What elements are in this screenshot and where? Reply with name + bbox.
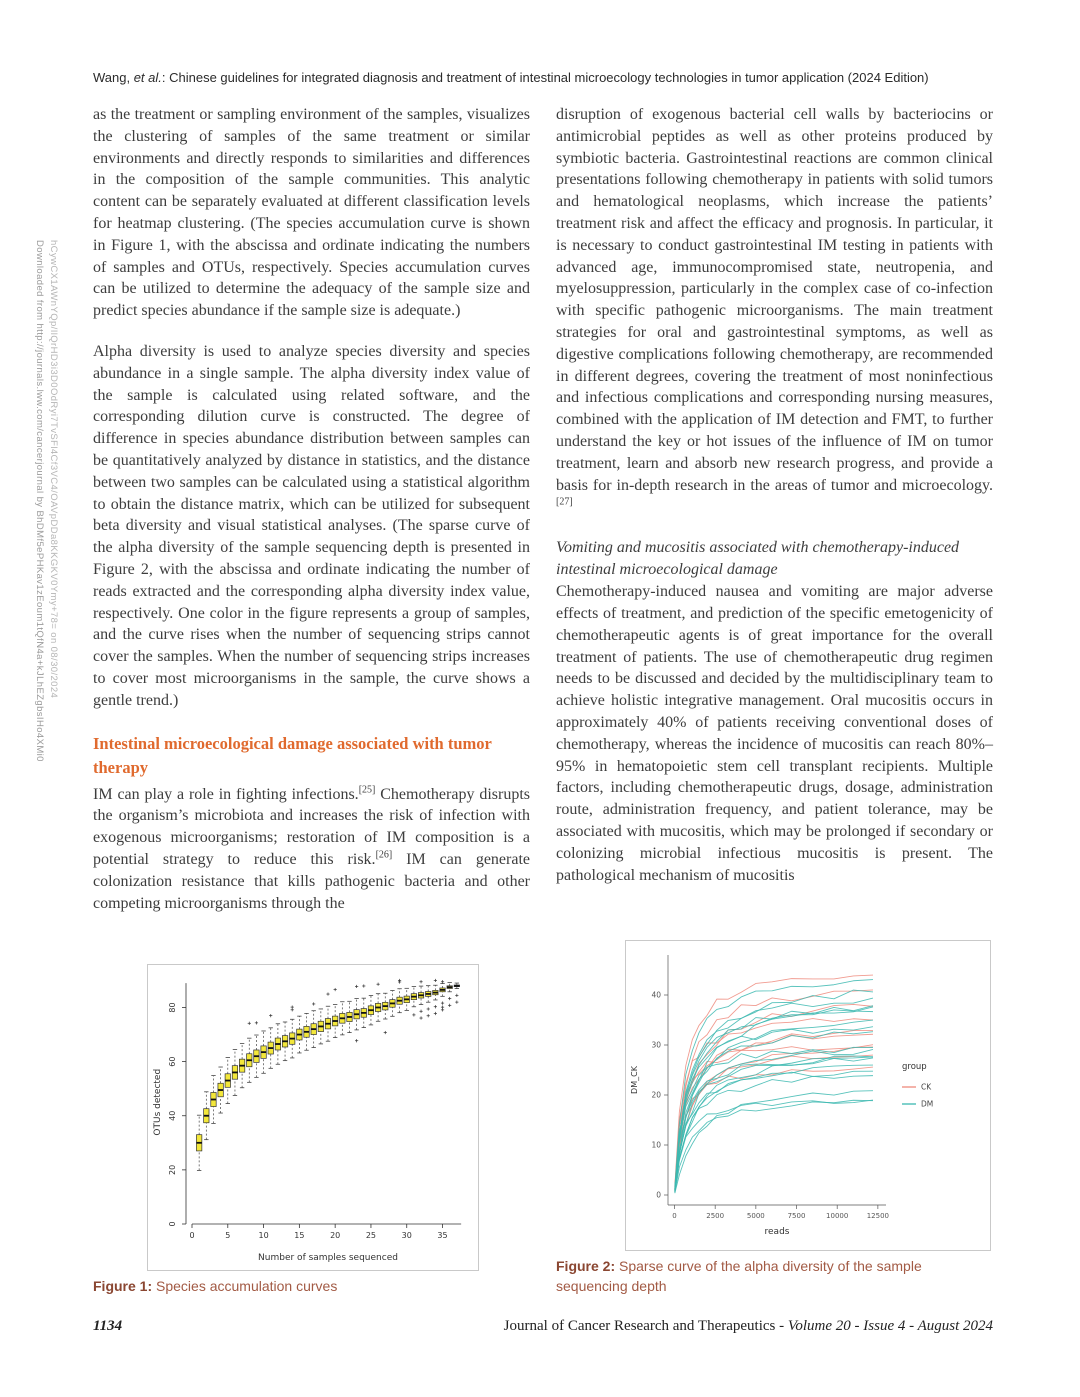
svg-text:7500: 7500 xyxy=(787,1212,806,1220)
svg-text:12500: 12500 xyxy=(866,1212,890,1220)
figure1-caption-text: Species accumulation curves xyxy=(152,1278,338,1294)
svg-text:5000: 5000 xyxy=(746,1212,765,1220)
figure2-caption-label: Figure 2: xyxy=(556,1258,616,1274)
svg-text:DM: DM xyxy=(921,1099,934,1109)
svg-text:20: 20 xyxy=(168,1164,177,1175)
left-column xyxy=(93,104,530,914)
svg-text:15: 15 xyxy=(294,1231,305,1240)
running-head-authors: Wang, xyxy=(93,70,134,85)
svg-text:10000: 10000 xyxy=(826,1212,849,1220)
svg-text:60: 60 xyxy=(168,1056,177,1067)
figure1-caption-label: Figure 1: xyxy=(93,1278,153,1294)
right-column xyxy=(556,104,993,886)
svg-text:DM_CK: DM_CK xyxy=(630,1066,639,1094)
page-number: 1134 xyxy=(93,1318,123,1334)
svg-text:0: 0 xyxy=(656,1190,661,1200)
paragraph: Chemotherapy-induced nausea and vomiting are major adverse effects of treatment, and prediction of the specific emetogenicity of chemotherapeutic agents is of great importance for the overall treatment of patients. The use of chemotherapeutic drug regimen needs to be discussed and decided by the multidisciplinary team to achieve holistic integrative management. Oral mucositis occurs in approximately 40% of patients receiving conventional doses of chemotherapy, whereas the incidence of mucositis can reach 80%–95% in hematopoietic stem cell transplant recipients. Multiple factors, including chemotherapeutic drugs, dosage, administration route, administration frequency, and patient tolerance, may be associated with mucositis, which may be prolonged if secondary or colonizing microbial infectious mucositis is present. The pathological mechanism of mucositis xyxy=(556,583,993,884)
figure2-caption xyxy=(556,1256,993,1296)
footer-journal xyxy=(504,1318,993,1335)
figure2-chart xyxy=(625,940,991,1251)
svg-text:40: 40 xyxy=(168,1110,177,1121)
download-watermark-line2: hCywCX1AWnYQp/IlQrHD3i3D0OdRyi7TvSFl4Cf3VC4/OAVpDDa8KKGKV0Ymy+78= on 08/30/2024 xyxy=(48,240,59,699)
paragraph: Alpha diversity is used to analyze species diversity and species abundance in a single sample. The alpha diversity index value of the sample is calculated using related software, and the corresponding dilution curve is constructed. The degree of difference in species abundance distribution between samples can be quantitatively analyzed by distance in statistics, and the distance between two samples can be calculated using a statistical algorithm to obtain the distance matrix, which can be utilized for subsequent beta diversity and visual statistical analyses. (The sparse curve of the alpha diversity of the sample sequencing depth is presented in Figure 2, with the abscissa and ordinate indicating the number of reads extracted and the corresponding alpha diversity index value, respectively. One color in the figure represents a group of samples, and the curve rises when the number of sequencing strips cannot cover the samples. When the number of sequencing strips increases to cover most microorganisms in the sample, the curve shows a gentle trend.) xyxy=(93,342,530,709)
footer-journal-issue: - Volume 20 - Issue 4 - August 2024 xyxy=(775,1318,993,1334)
svg-text:0: 0 xyxy=(189,1231,195,1240)
paragraph: disruption of exogenous bacterial cell walls by bacteriocins or antimicrobial peptides as well as other proteins produced by symbiotic bacteria. Gastrointestinal reactions are common clinical presentations following chemotherapy in patients with solid tumors and hematological neoplasms, which increase the patients’ treatment risk and affect the efficacy and prognosis. In particular, it is necessary to conduct gastrointestinal IM testing in patients with advanced age, immunocompromised state, neutropenia, and myelosuppression, particularly in the complex case of co-infection with specific pathogenic microorganisms. The main treatment strategies for oral and gastrointestinal symptoms, as well as digestive complications following chemotherapy, are recommended in different degrees, covering the treatment of most noninfectious and infectious complications and corresponding nursing measures, combined with the application of IM detection and FMT, to further understand the key or hot issues of the influence of IM on tumor treatment, learn and absorb new research progress, and provide a basis for in-depth research in the areas of tumor and microecology.[27] xyxy=(556,106,993,509)
svg-text:0: 0 xyxy=(168,1221,177,1227)
figure1-caption xyxy=(93,1276,530,1296)
svg-text:40: 40 xyxy=(651,990,661,1000)
svg-text:10: 10 xyxy=(258,1231,269,1240)
species-accumulation-boxplot xyxy=(148,965,478,1270)
download-watermark-line1: Downloaded from http://journals.lww.com/cancerjournal by BhDMf5ePHKav1zEoum1tQfN4a+kJLhEZgbsIHo4XMi0 xyxy=(34,240,45,762)
running-head-title: : Chinese guidelines for integrated diagnosis and treatment of intestinal microecology technologies in tumor application (2024 Edition) xyxy=(161,70,929,85)
paragraph: as the treatment or sampling environment of the samples, visualizes the clustering of samples of the same treatment or similar environments and directly responds to similarities and differences in the composition of the sample communities. This analytic content can be separately evaluated at different classification levels for heatmap clustering. (The species accumulation curve is shown in Figure 1, with the abscissa and ordinate indicating the numbers of samples and OTUs, respectively. Species accumulation curves can be utilized to determine the adequacy of the sample size and predict species abundance if the sample size is adequate.) xyxy=(93,106,530,320)
svg-text:20: 20 xyxy=(651,1090,661,1100)
svg-text:group: group xyxy=(902,1062,927,1072)
figure1-chart xyxy=(147,964,479,1271)
paragraph: IM can play a role in fighting infections.[25] Chemotherapy disrupts the organism’s microbiota and increases the risk of infection with exogenous microorganisms; restoration of IM composition is a potential strategy to reduce this risk.[26] IM can generate colonization resistance that kills pathogenic bacteria and other competing microorganisms through the xyxy=(93,784,531,912)
svg-text:35: 35 xyxy=(437,1231,448,1240)
svg-text:CK: CK xyxy=(921,1082,932,1092)
svg-text:5: 5 xyxy=(225,1231,231,1240)
footer-journal-name: Journal of Cancer Research and Therapeutics xyxy=(503,1318,776,1334)
svg-text:80: 80 xyxy=(168,1002,177,1013)
running-head xyxy=(93,70,993,85)
svg-text:OTUs detected: OTUs detected xyxy=(153,1068,163,1136)
svg-text:0: 0 xyxy=(672,1212,677,1220)
svg-text:30: 30 xyxy=(401,1231,412,1240)
svg-text:25: 25 xyxy=(365,1231,377,1240)
running-head-etal: et al. xyxy=(133,70,162,85)
subsection-heading: Vomiting and mucositis associated with chemotherapy-induced intestinal microecological damage xyxy=(556,539,960,579)
figure2-caption-text: Sparse curve of the alpha diversity of the sample sequencing depth xyxy=(556,1258,922,1294)
svg-text:reads: reads xyxy=(764,1227,790,1237)
svg-text:10: 10 xyxy=(651,1140,661,1150)
svg-text:20: 20 xyxy=(330,1231,341,1240)
svg-text:2500: 2500 xyxy=(706,1212,725,1220)
svg-text:30: 30 xyxy=(651,1040,661,1050)
rarefaction-curves-plot xyxy=(626,941,990,1250)
svg-text:Number of samples sequenced: Number of samples sequenced xyxy=(258,1253,398,1263)
section-heading: Intestinal microecological damage associated with tumor therapy xyxy=(93,733,492,777)
